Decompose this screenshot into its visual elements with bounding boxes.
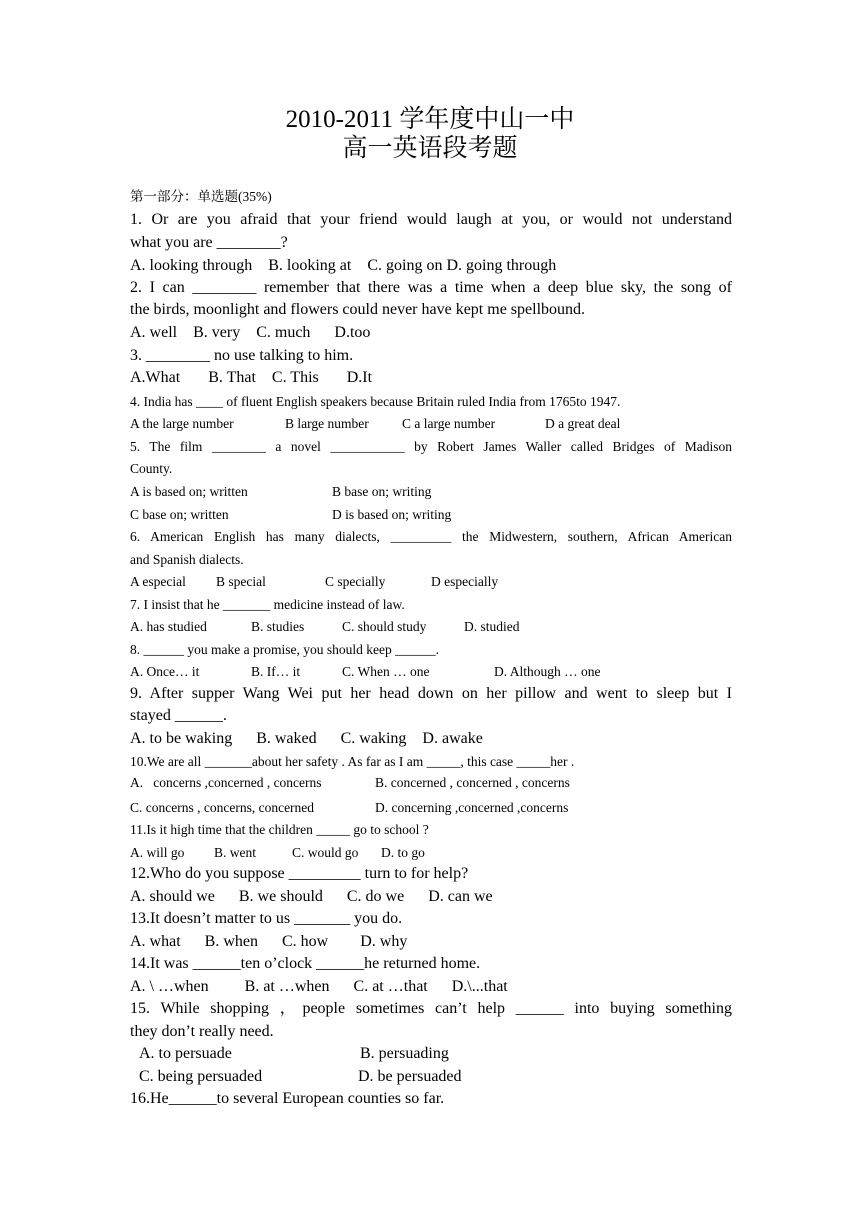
question-text: 6. American English has many dialects, _________ the Midwestern, southern, African American	[130, 529, 732, 544]
option-a: A especial	[130, 574, 186, 589]
option-c: C. being persuaded	[139, 1068, 263, 1085]
question-text: 15. While shopping ，people sometimes can’t help ______ into buying something	[130, 1000, 732, 1017]
option-d: D especially	[431, 574, 499, 589]
option-a: A. Once… it	[130, 664, 200, 679]
answer-options: A. to be waking B. waked C. waking D. awake	[130, 730, 483, 747]
document-title-line2: 高一英语段考题	[342, 135, 518, 162]
question-text: 8. ______ you make a promise, you should keep ______.	[130, 642, 439, 657]
question-text: 13.It doesn’t matter to us _______ you do.	[130, 910, 403, 927]
question-text: 16.He______to several European counties so far.	[130, 1090, 445, 1107]
option-a: A. will go	[130, 845, 185, 860]
answer-options: A. looking through B. looking at C. going on D. going through	[130, 257, 557, 274]
question-text: 12.Who do you suppose _________ turn to for help?	[130, 865, 469, 882]
answer-options: A. what B. when C. how D. why	[130, 933, 408, 950]
question-text: County.	[130, 461, 173, 476]
question-text: 14.It was ______ten o’clock ______he returned home.	[130, 955, 481, 972]
option-a: A. concerns ,concerned , concerns	[130, 775, 322, 790]
option-b: B special	[216, 574, 266, 589]
option-a: A is based on; written	[130, 484, 248, 499]
option-c: C. should study	[342, 619, 427, 634]
document-title-line1: 2010-2011 学年度中山一中	[285, 106, 575, 133]
option-d: D. be persuaded	[358, 1068, 462, 1085]
answer-options: A. well B. very C. much D.too	[130, 324, 371, 341]
question-text: 11.Is it high time that the children _____ go to school ?	[130, 822, 429, 837]
question-text: 4. India has ____ of fluent English speakers because Britain ruled India from 1765to 1947.	[130, 394, 621, 409]
option-b: B. persuading	[360, 1045, 449, 1062]
option-d: D is based on; writing	[332, 507, 452, 522]
option-d: D. concerning ,concerned ,concerns	[375, 800, 569, 815]
section-heading: 第一部分：单选题(35%)	[130, 189, 272, 204]
question-text: what you are ________?	[130, 234, 288, 251]
option-b: B. concerned , concerned , concerns	[375, 775, 570, 790]
question-text: the birds, moonlight and flowers could never have kept me spellbound.	[130, 301, 586, 318]
question-text: 3. ________ no use talking to him.	[130, 347, 354, 364]
option-c: C. would go	[292, 845, 359, 860]
option-b: B. studies	[251, 619, 305, 634]
question-text: 10.We are all _______about her safety . As far as I am _____, this case _____her .	[130, 754, 575, 769]
option-d: D. Although … one	[494, 664, 601, 679]
answer-options: A. \ …when B. at …when C. at …that D.\...that	[130, 978, 508, 995]
answer-options: A. should we B. we should C. do we D. can we	[130, 888, 493, 905]
question-text: and Spanish dialects.	[130, 552, 244, 567]
question-text: 9. After supper Wang Wei put her head down on her pillow and went to sleep but I	[130, 685, 732, 702]
option-a: A. to persuade	[139, 1045, 232, 1062]
option-c: C a large number	[402, 416, 496, 431]
answer-options: A.What B. That C. This D.It	[130, 369, 373, 386]
option-b: B large number	[285, 416, 369, 431]
option-b: B. If… it	[251, 664, 301, 679]
option-c: C base on; written	[130, 507, 229, 522]
option-d: D a great deal	[545, 416, 621, 431]
option-c: C. When … one	[342, 664, 430, 679]
option-d: D. to go	[381, 845, 425, 860]
question-text: 1. Or are you afraid that your friend would laugh at you, or would not understand	[130, 211, 732, 228]
question-text: 2. I can ________ remember that there was a time when a deep blue sky, the song of	[130, 279, 732, 296]
question-text: they don’t really need.	[130, 1023, 274, 1040]
question-text: stayed ______.	[130, 707, 227, 724]
option-b: B base on; writing	[332, 484, 432, 499]
option-a: A. has studied	[130, 619, 207, 634]
question-text: 5. The film ________ a novel ___________ by Robert James Waller called Bridges of Madison	[130, 439, 732, 454]
option-d: D. studied	[464, 619, 520, 634]
option-c: C specially	[325, 574, 386, 589]
question-text: 7. I insist that he _______ medicine instead of law.	[130, 597, 405, 612]
option-a: A the large number	[130, 416, 234, 431]
option-b: B. went	[214, 845, 256, 860]
option-c: C. concerns , concerns, concerned	[130, 800, 315, 815]
